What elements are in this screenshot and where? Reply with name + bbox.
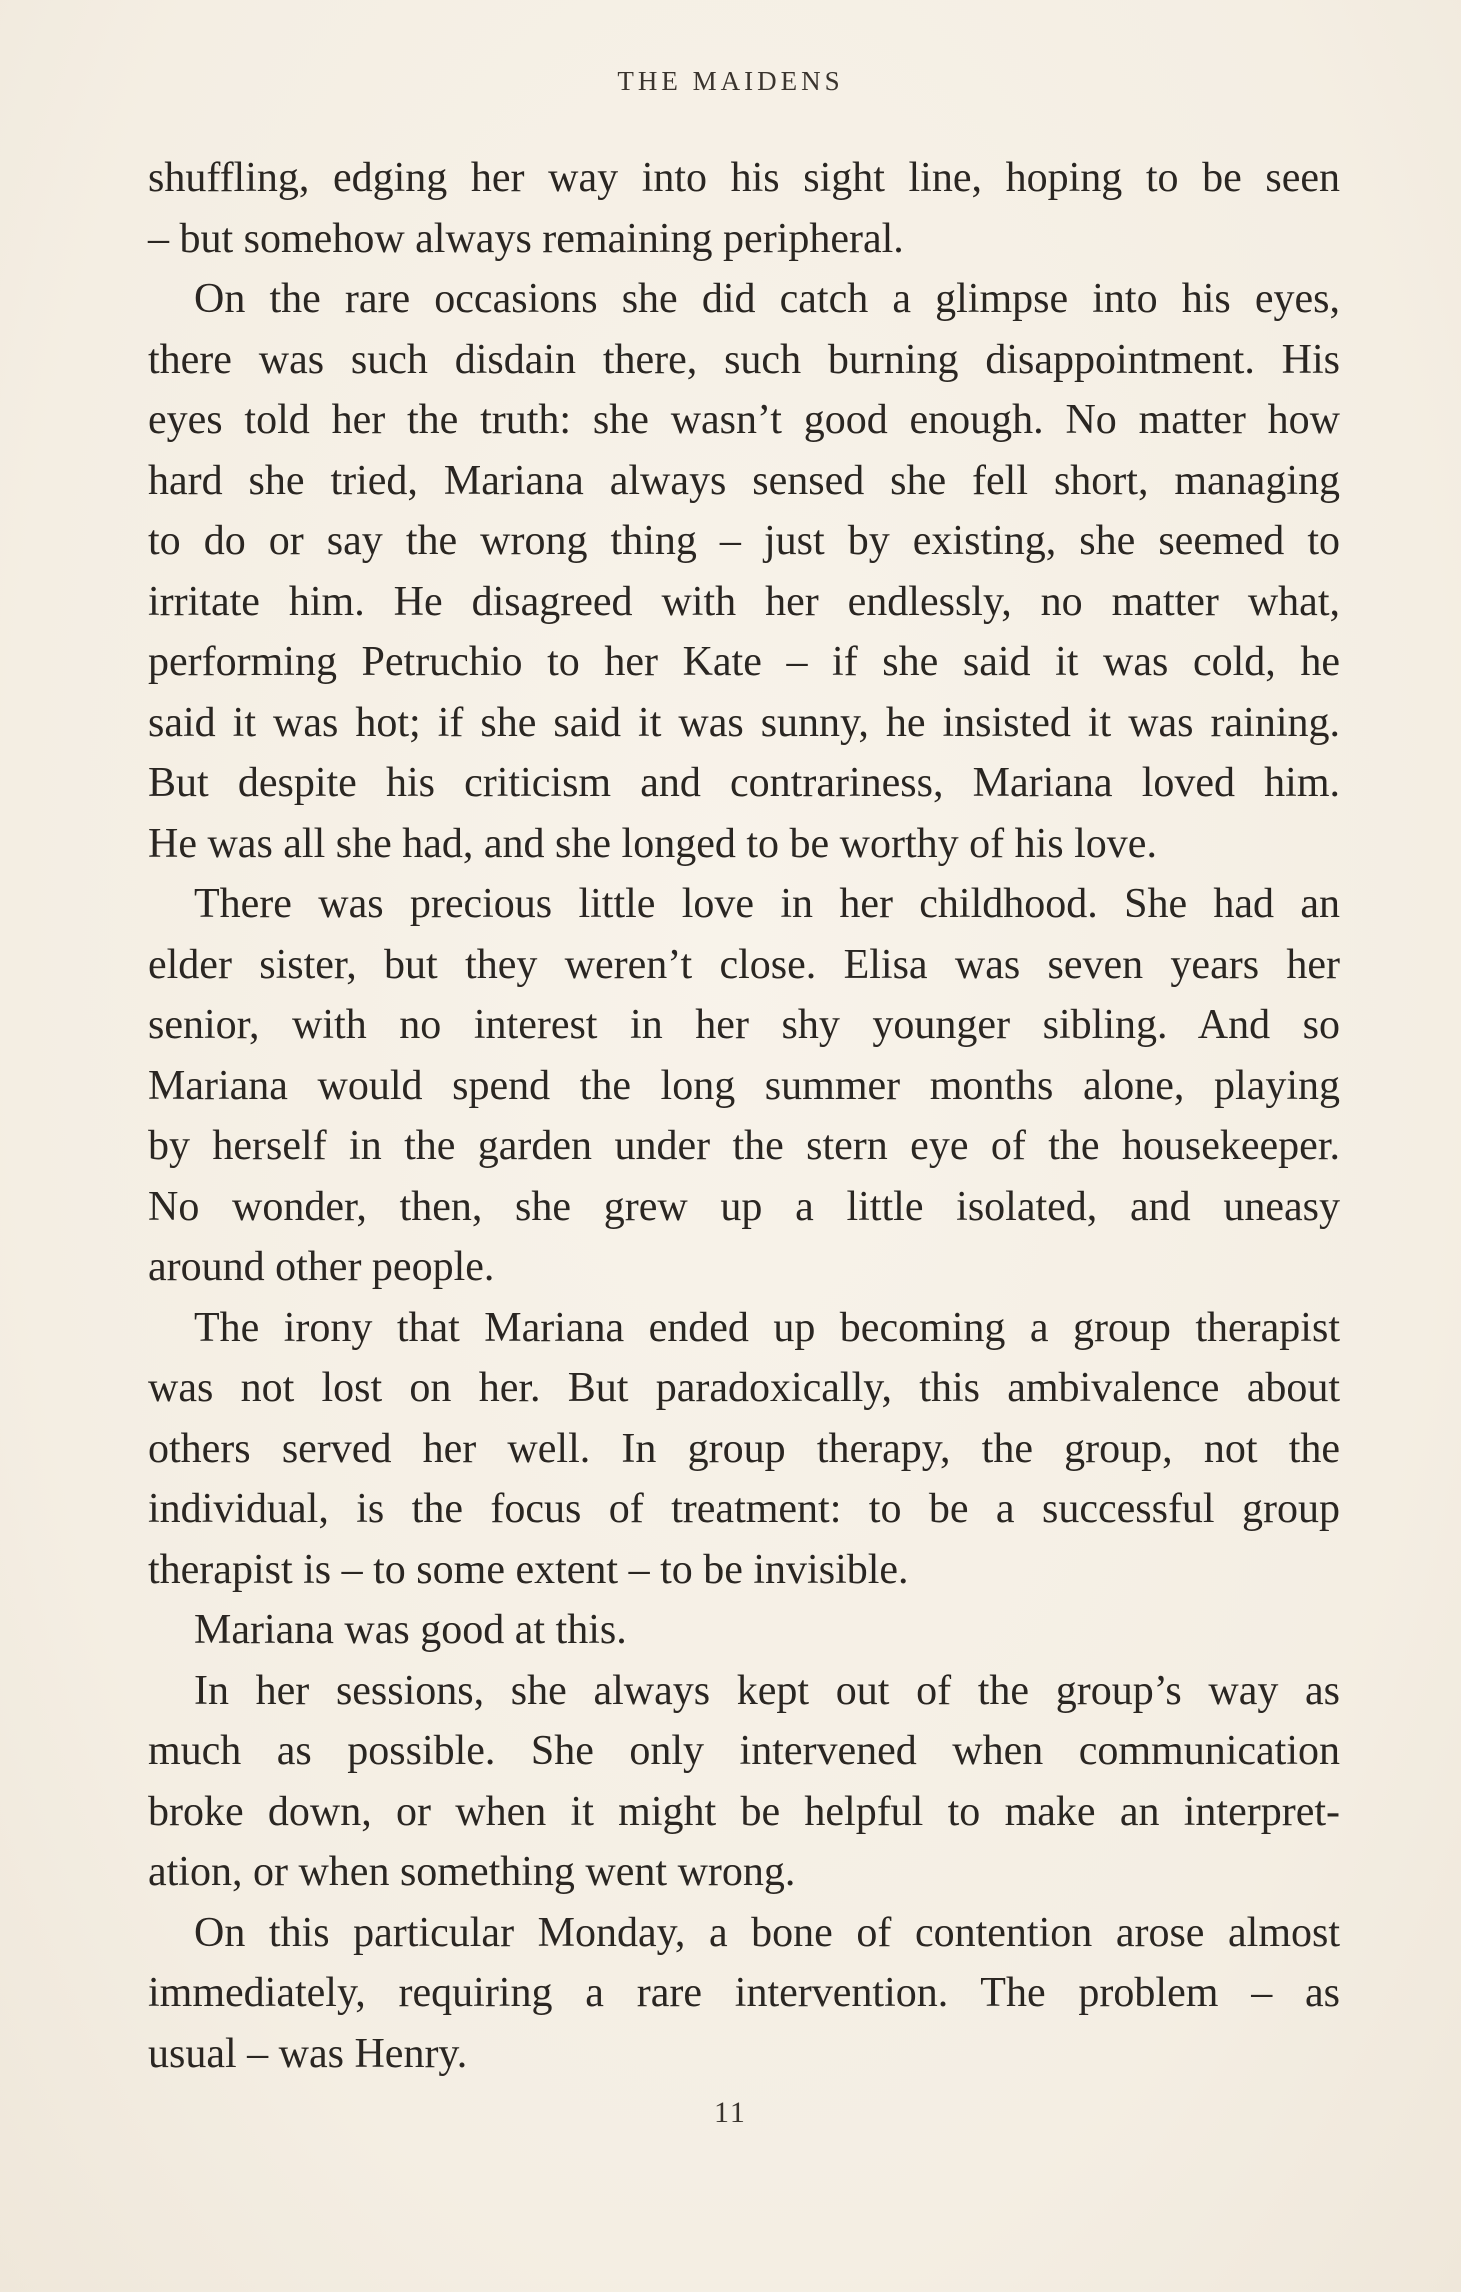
text-line: On this particular Monday, a bone of contention arose almost — [194, 1909, 1340, 1956]
text-line: irritate him. He disagreed with her endlessly, no matter what, — [148, 578, 1340, 625]
text-line: senior, with no interest in her shy younger sibling. And so — [148, 1002, 1340, 1048]
paragraph — [148, 1600, 1340, 1661]
text-line: elder sister, but they weren’t close. Elisa was seven years her — [148, 941, 1340, 988]
text-line: to do or say the wrong thing – just by existing, she seemed to — [148, 518, 1340, 564]
text-line: – but somehow always remaining peripheral. — [148, 215, 904, 262]
text-line: He was all she had, and she longed to be worthy of his love. — [148, 820, 1157, 867]
running-head: THE MAIDENS — [617, 66, 844, 96]
text-line: performing Petruchio to her Kate – if she said it was cold, he — [148, 639, 1340, 685]
paragraph — [148, 1903, 1340, 2085]
text-line: Mariana would spend the long summer months alone, playing — [148, 1062, 1340, 1109]
text-line: was not lost on her. But paradoxically, this ambivalence about — [148, 1365, 1340, 1411]
text-line: by herself in the garden under the stern eye of the housekeeper. — [148, 1123, 1340, 1169]
text-line: On the rare occasions she did catch a glimpse into his eyes, — [194, 276, 1340, 322]
text-line: hard she tried, Mariana always sensed she fell short, managing — [148, 457, 1340, 504]
text-line: said it was hot; if she said it was sunny, he insisted it was raining. — [148, 699, 1340, 746]
paragraph — [148, 1661, 1340, 1903]
text-line: therapist is – to some extent – to be invisible. — [148, 1546, 909, 1593]
text-line: eyes told her the truth: she wasn’t good enough. No matter how — [148, 397, 1340, 443]
body-text — [148, 148, 1340, 2084]
paragraph — [148, 148, 1340, 269]
text-line: But despite his criticism and contrariness, Mariana loved him. — [148, 760, 1340, 806]
paragraph — [148, 874, 1340, 1298]
page-number: 11 — [714, 2096, 747, 2129]
text-line: there was such disdain there, such burning disappointment. His — [148, 336, 1340, 383]
text-line: much as possible. She only intervened when communication — [148, 1728, 1340, 1774]
text-line: others served her well. In group therapy, the group, not the — [148, 1425, 1340, 1472]
text-line: broke down, or when it might be helpful to make an interpret- — [148, 1788, 1340, 1835]
text-line: No wonder, then, she grew up a little isolated, and uneasy — [148, 1183, 1340, 1230]
text-line: In her sessions, she always kept out of the group’s way as — [194, 1667, 1340, 1714]
text-line: Mariana was good at this. — [194, 1607, 627, 1653]
text-line: usual – was Henry. — [148, 2030, 468, 2077]
text-line: shuffling, edging her way into his sight line, hoping to be seen — [148, 155, 1340, 201]
paragraph — [148, 269, 1340, 874]
text-line: around other people. — [148, 1244, 495, 1290]
text-line: immediately, requiring a rare intervention. The problem – as — [148, 1970, 1340, 2016]
text-line: ation, or when something went wrong. — [148, 1849, 796, 1895]
text-line: individual, is the focus of treatment: to be a successful group — [148, 1486, 1340, 1532]
text-line: The irony that Mariana ended up becoming a group therapist — [194, 1304, 1340, 1351]
paragraph — [148, 1298, 1340, 1601]
text-line: There was precious little love in her childhood. She had an — [194, 881, 1340, 927]
